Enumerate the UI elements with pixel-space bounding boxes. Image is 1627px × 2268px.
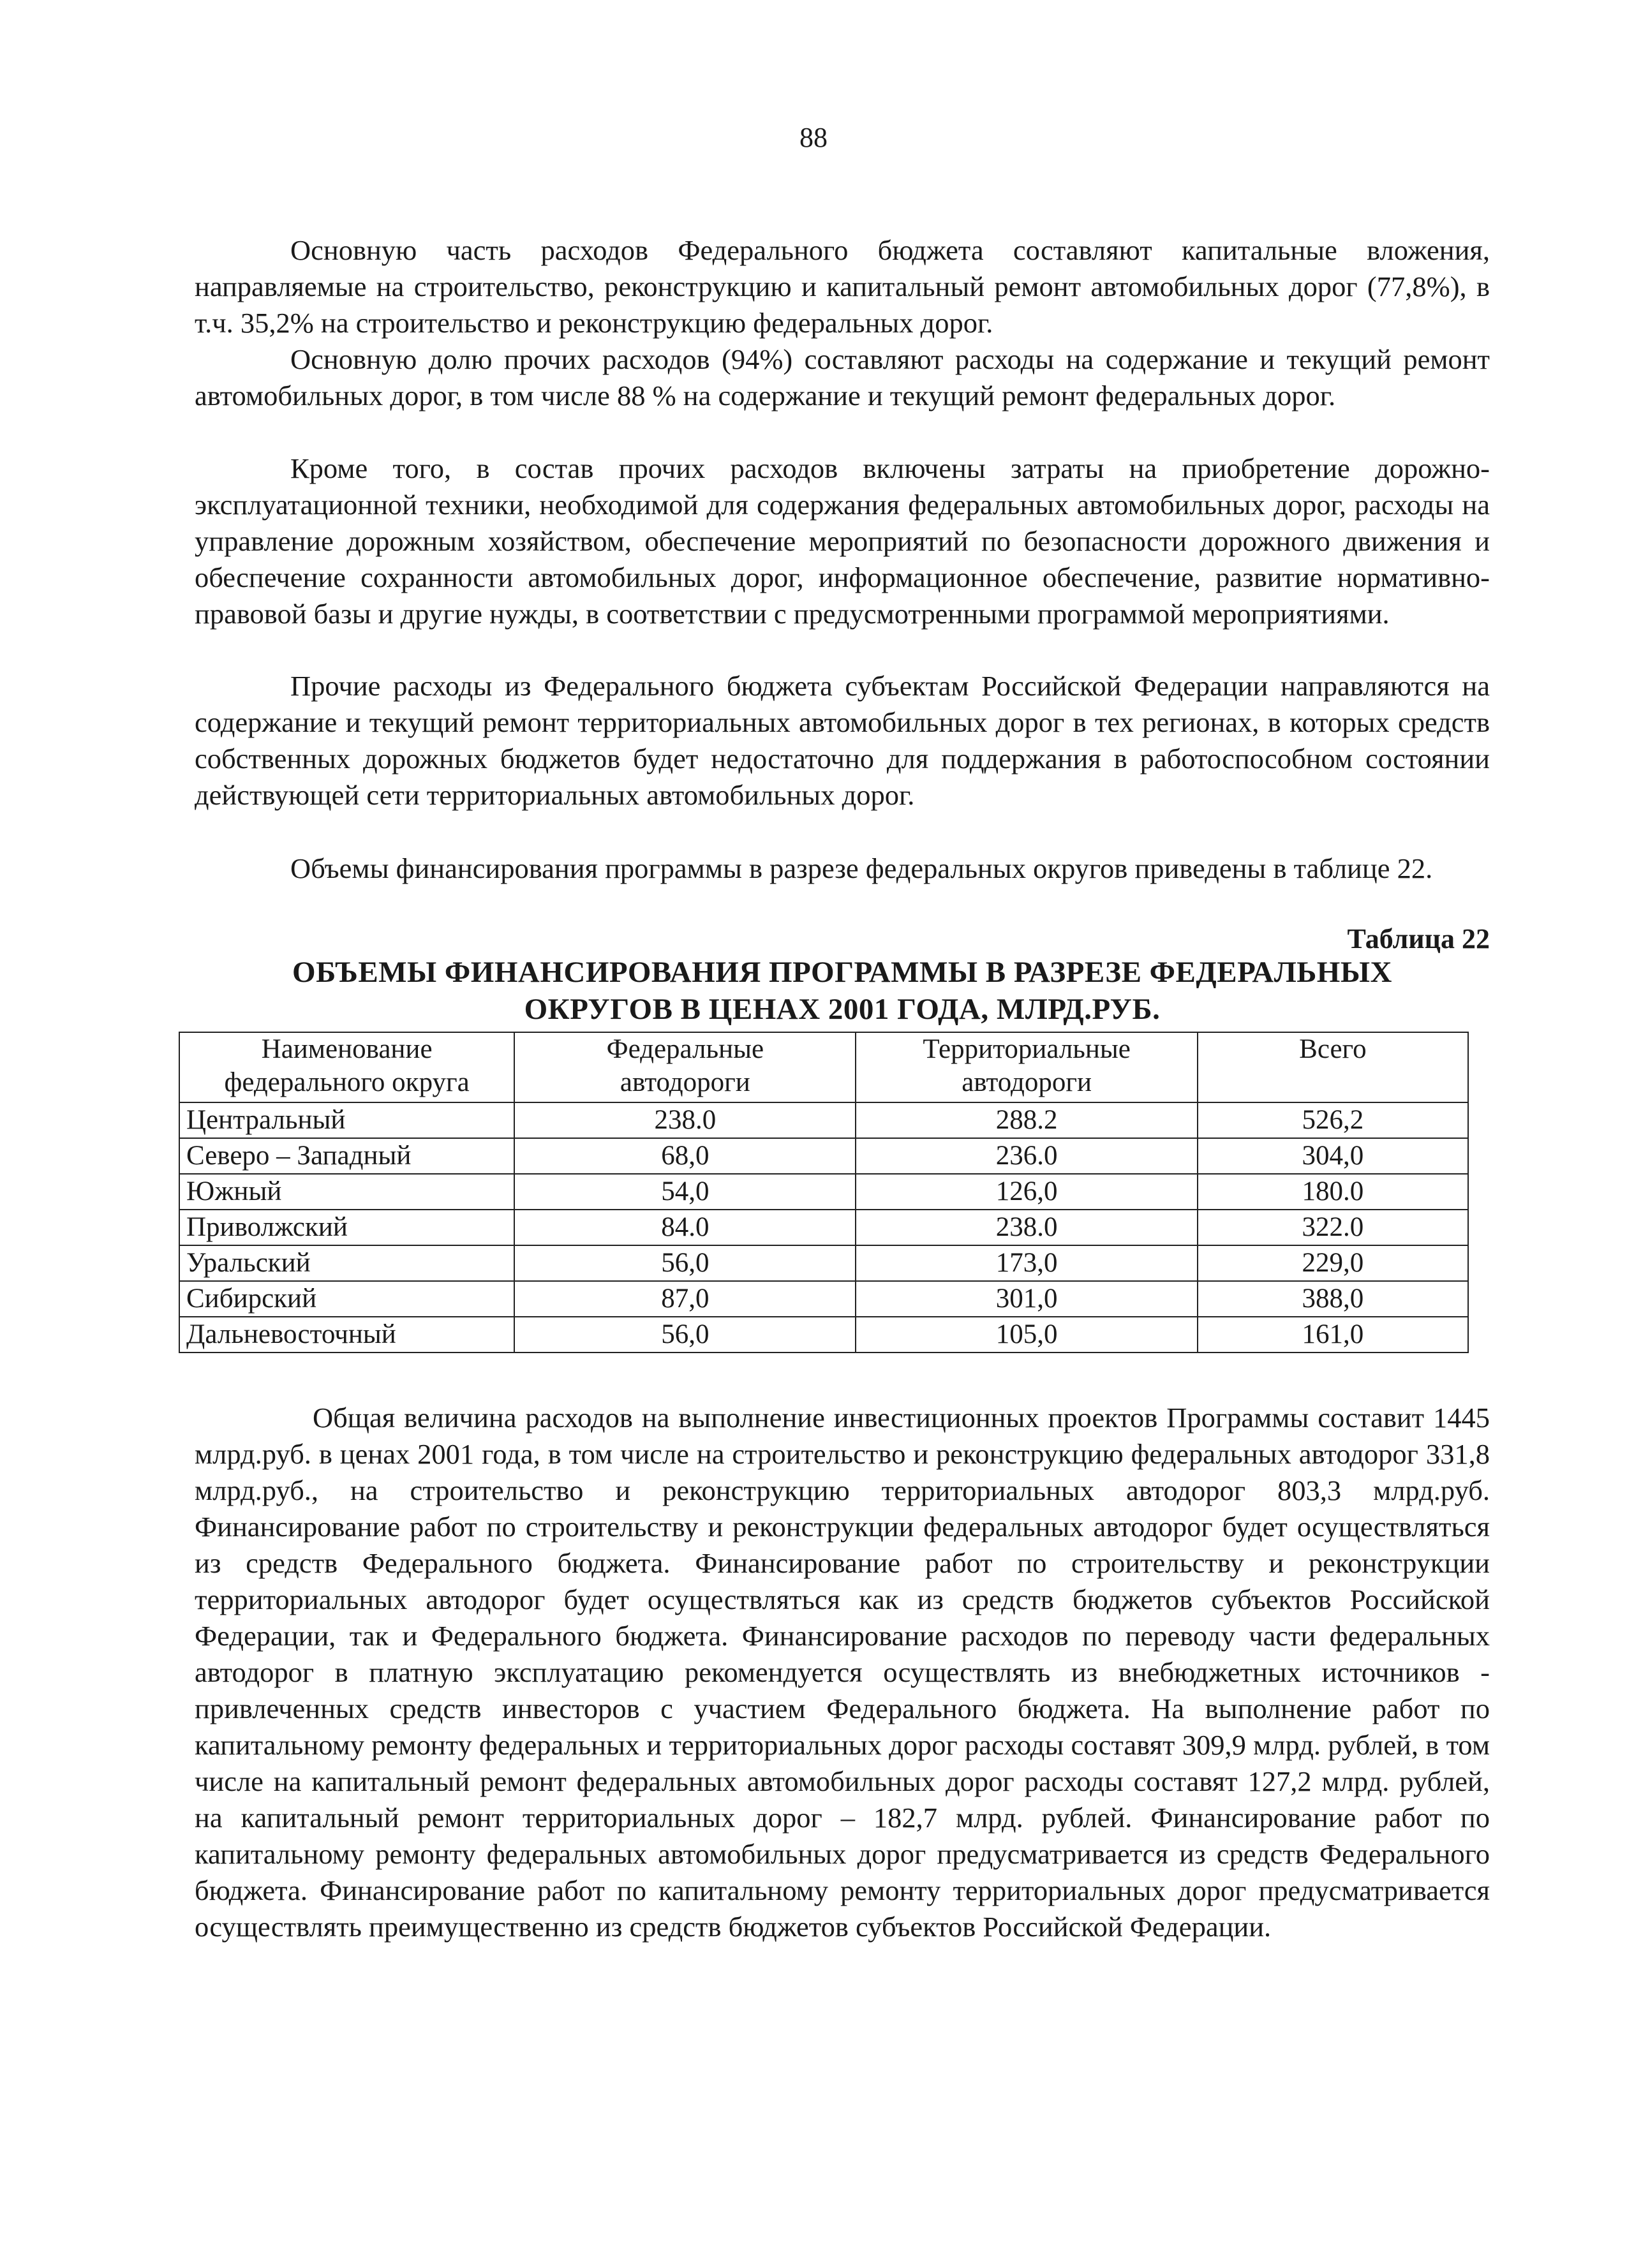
cell-territorial: 236.0 — [856, 1138, 1197, 1174]
header-text: Территориальные — [923, 1034, 1131, 1064]
paragraph-text: Основную часть расходов Федерального бюджета составляют капитальные вложения, направляемые на строительство, реконструкцию и капитальный ремонт автомобильных дорог (77,8%), в т.ч. 35,2% на строительство и реконструкцию федеральных дорог. — [195, 234, 1490, 339]
table-title-line-2: ОКРУГОВ В ЦЕНАХ 2001 ГОДА, МЛРД.РУБ. — [524, 993, 1161, 1026]
cell-federal: 56,0 — [514, 1317, 856, 1353]
header-territorial-roads — [856, 1032, 1197, 1102]
header-text: автодороги — [962, 1067, 1092, 1097]
cell-territorial: 301,0 — [856, 1281, 1197, 1317]
header-district-name — [179, 1032, 514, 1102]
cell-district-name: Южный — [179, 1174, 514, 1210]
paragraph-text: Общая величина расходов на выполнение инвестиционных проектов Программы составит 1445 млрд.руб. в ценах 2001 года, в том числе на строительство и реконструкцию федеральных автодорог 331,8 млрд.руб., на строительство и реконструкцию территориальных автодорог 803,3 млрд.руб. Финансирование работ по строительству и реконструкции федеральных автодорог будет осуществляться из средств Федерального бюджета. Финансирование работ по строительству и реконструкции территориальных автодорог будет осуществляться как из средств бюджетов субъектов Российской Федерации, так и Федерального бюджета. Финансирование расходов по переводу части федеральных автодорог в платную эксплуатацию рекомендуется осуществлять из внебюджетных источников - привлеченных средств инвесторов с участием Федерального бюджета. На выполнение работ по капитальному ремонту федеральных и территориальных дорог расходы составят 309,9 млрд. рублей, в том числе на капитальный ремонт федеральных автомобильных дорог расходы составят 127,2 млрд. рублей, на капитальный ремонт территориальных дорог – 182,7 млрд. рублей. Финансирование работ по капитальному ремонту федеральных автомобильных дорог предусматривается из средств Федерального бюджета. Финансирование работ по капитальному ремонту территориальных дорог предусматривается осуществлять преимущественно из средств бюджетов субъектов Российской Федерации. — [195, 1402, 1490, 1943]
cell-federal: 238.0 — [514, 1102, 856, 1138]
paragraph-investment-totals — [195, 1400, 1490, 1945]
header-federal-roads — [514, 1032, 856, 1102]
cell-district-name: Уральский — [179, 1245, 514, 1281]
paragraph-capital-investments — [195, 232, 1490, 341]
funding-table — [179, 1032, 1469, 1353]
cell-federal: 87,0 — [514, 1281, 856, 1317]
paragraph-table-reference — [195, 850, 1490, 887]
cell-territorial: 288.2 — [856, 1102, 1197, 1138]
header-text: автодороги — [620, 1067, 750, 1097]
table-row — [179, 1102, 1468, 1138]
table-row — [179, 1317, 1468, 1353]
cell-federal: 84.0 — [514, 1210, 856, 1245]
table-title — [195, 954, 1490, 1028]
cell-total: 304,0 — [1198, 1138, 1468, 1174]
cell-total: 526,2 — [1198, 1102, 1468, 1138]
cell-federal: 56,0 — [514, 1245, 856, 1281]
paragraph-additional-costs — [195, 450, 1490, 632]
cell-district-name: Сибирский — [179, 1281, 514, 1317]
cell-district-name: Дальневосточный — [179, 1317, 514, 1353]
cell-federal: 68,0 — [514, 1138, 856, 1174]
paragraph-text: Кроме того, в состав прочих расходов включены затраты на приобретение дорожно-эксплуатационной техники, необходимой для содержания федеральных автомобильных дорог, расходы на управление дорожным хозяйством, обеспечение мероприятий по безопасности дорожного движения и обеспечение сохранности автомобильных дорог, информационное обеспечение, развитие нормативно-правовой базы и другие нужды, в соответствии с предусмотренными программой мероприятиями. — [195, 452, 1490, 630]
table-row — [179, 1174, 1468, 1210]
cell-territorial: 126,0 — [856, 1174, 1197, 1210]
paragraph-subsidies — [195, 668, 1490, 813]
header-text: федерального округа — [224, 1067, 470, 1097]
cell-federal: 54,0 — [514, 1174, 856, 1210]
cell-district-name: Центральный — [179, 1102, 514, 1138]
cell-district-name: Приволжский — [179, 1210, 514, 1245]
cell-total: 229,0 — [1198, 1245, 1468, 1281]
header-text: Всего — [1299, 1034, 1367, 1064]
table-caption: Таблица 22 — [1347, 923, 1490, 954]
cell-total: 322.0 — [1198, 1210, 1468, 1245]
cell-total: 388,0 — [1198, 1281, 1468, 1317]
page-number: 88 — [799, 122, 828, 153]
cell-territorial: 105,0 — [856, 1317, 1197, 1353]
paragraph-other-expenses — [195, 341, 1490, 414]
header-text: Федеральные — [606, 1034, 764, 1064]
cell-total: 161,0 — [1198, 1317, 1468, 1353]
header-text: Наименование — [261, 1034, 433, 1064]
cell-territorial: 173,0 — [856, 1245, 1197, 1281]
table-row — [179, 1245, 1468, 1281]
table-row — [179, 1138, 1468, 1174]
paragraph-text: Основную долю прочих расходов (94%) составляют расходы на содержание и текущий ремонт автомобильных дорог, в том числе 88 % на содержание и текущий ремонт федеральных дорог. — [195, 343, 1490, 411]
paragraph-text: Объемы финансирования программы в разрезе федеральных округов приведены в таблице 22. — [290, 852, 1433, 884]
cell-district-name: Северо – Западный — [179, 1138, 514, 1174]
paragraph-text: Прочие расходы из Федерального бюджета субъектам Российской Федерации направляются на содержание и текущий ремонт территориальных автомобильных дорог в тех регионах, в которых средств собственных дорожных бюджетов будет недостаточно для поддержания в работоспособном состоянии действующей сети территориальных автомобильных дорог. — [195, 670, 1490, 811]
cell-territorial: 238.0 — [856, 1210, 1197, 1245]
table-row — [179, 1281, 1468, 1317]
header-total — [1198, 1032, 1468, 1102]
table-title-line-1: ОБЪЕМЫ ФИНАНСИРОВАНИЯ ПРОГРАММЫ В РАЗРЕЗЕ ФЕДЕРАЛЬНЫХ — [292, 956, 1392, 989]
cell-total: 180.0 — [1198, 1174, 1468, 1210]
table-row — [179, 1210, 1468, 1245]
table-header-row — [179, 1032, 1468, 1102]
